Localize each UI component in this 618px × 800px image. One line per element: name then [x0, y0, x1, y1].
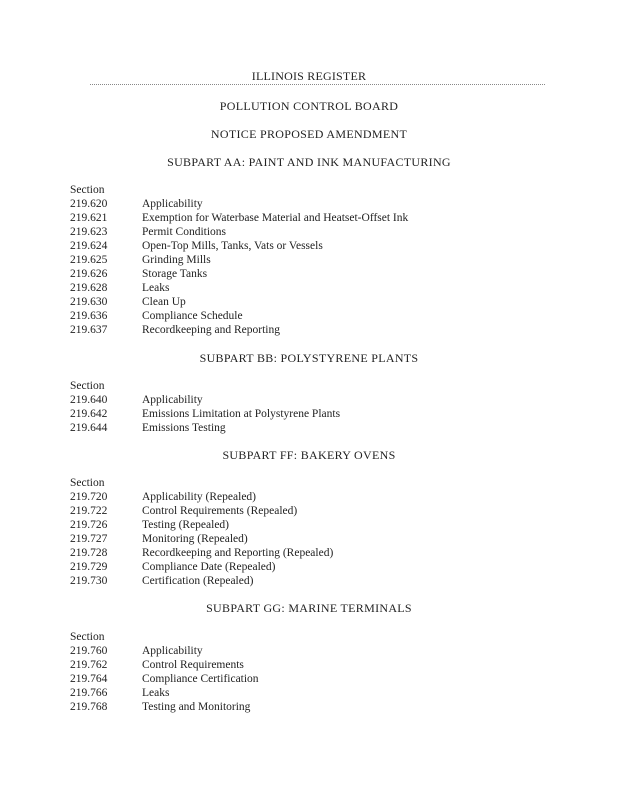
section-number: 219.623	[70, 226, 108, 238]
section-title: Applicability	[142, 198, 203, 210]
section-number: 219.766	[70, 687, 108, 699]
section-title: Monitoring (Repealed)	[142, 533, 248, 545]
section-title: Testing and Monitoring	[142, 701, 251, 713]
section-row	[70, 421, 340, 435]
section-number: 219.762	[70, 659, 108, 671]
section-title: Compliance Date (Repealed)	[142, 561, 276, 573]
section-title: Compliance Certification	[142, 673, 259, 685]
section-label: Section	[70, 380, 105, 392]
section-number: 219.729	[70, 561, 108, 573]
section-number: 219.620	[70, 198, 108, 210]
subpart-aa-section-list	[70, 197, 408, 337]
section-number: 219.720	[70, 491, 108, 503]
section-title: Recordkeeping and Reporting	[142, 324, 280, 336]
section-row	[70, 644, 259, 658]
section-row	[70, 574, 333, 588]
section-number: 219.764	[70, 673, 108, 685]
section-number: 219.760	[70, 645, 108, 657]
subpart-bb-heading: SUBPART BB: POLYSTYRENE PLANTS	[199, 351, 419, 365]
subpart-bb-section-list	[70, 393, 340, 435]
section-number: 219.726	[70, 519, 108, 531]
section-row	[70, 686, 259, 700]
section-number: 219.730	[70, 575, 108, 587]
section-title: Applicability	[142, 394, 203, 406]
header-rule	[90, 84, 545, 85]
section-title: Storage Tanks	[142, 268, 208, 280]
section-row	[70, 323, 408, 337]
section-number: 219.728	[70, 547, 108, 559]
section-number: 219.637	[70, 324, 108, 336]
section-row	[70, 407, 340, 421]
section-row	[70, 309, 408, 323]
section-title: Leaks	[142, 687, 170, 699]
section-row	[70, 239, 408, 253]
section-row	[70, 700, 259, 714]
subpart-aa-heading: SUBPART AA: PAINT AND INK MANUFACTURING	[167, 155, 451, 169]
section-row	[70, 393, 340, 407]
section-title: Exemption for Waterbase Material and Heatset-Offset Ink	[142, 212, 409, 224]
section-title: Clean Up	[142, 296, 186, 308]
section-title: Leaks	[142, 282, 170, 294]
section-row	[70, 560, 333, 574]
section-number: 219.621	[70, 212, 108, 224]
section-number: 219.626	[70, 268, 108, 280]
section-row	[70, 295, 408, 309]
section-number: 219.628	[70, 282, 108, 294]
section-title: Compliance Schedule	[142, 310, 243, 322]
section-number: 219.625	[70, 254, 108, 266]
section-label: Section	[70, 631, 105, 643]
section-title: Control Requirements (Repealed)	[142, 505, 298, 517]
section-number: 219.624	[70, 240, 108, 252]
section-number: 219.642	[70, 408, 108, 420]
section-title: Open-Top Mills, Tanks, Vats or Vessels	[142, 240, 323, 252]
section-row	[70, 518, 333, 532]
section-row	[70, 490, 333, 504]
section-row	[70, 672, 259, 686]
section-number: 219.636	[70, 310, 108, 322]
notice-title: NOTICE PROPOSED AMENDMENT	[210, 127, 408, 141]
section-row	[70, 211, 408, 225]
section-row	[70, 253, 408, 267]
section-row	[70, 546, 333, 560]
section-title: Recordkeeping and Reporting (Repealed)	[142, 547, 334, 559]
section-row	[70, 532, 333, 546]
section-label: Section	[70, 184, 105, 196]
section-number: 219.722	[70, 505, 108, 517]
section-title: Control Requirements	[142, 659, 244, 671]
section-number: 219.768	[70, 701, 108, 713]
agency-name: POLLUTION CONTROL BOARD	[219, 99, 399, 113]
section-title: Emissions Testing	[142, 422, 226, 434]
section-title: Applicability	[142, 645, 203, 657]
subpart-gg-section-list	[70, 644, 259, 714]
section-number: 219.727	[70, 533, 108, 545]
section-title: Applicability (Repealed)	[142, 491, 257, 503]
section-title: Testing (Repealed)	[142, 519, 230, 531]
subpart-gg-heading: SUBPART GG: MARINE TERMINALS	[206, 601, 412, 615]
section-row	[70, 281, 408, 295]
subpart-ff-section-list	[70, 490, 333, 588]
section-title: Permit Conditions	[142, 226, 227, 238]
section-row	[70, 267, 408, 281]
section-row	[70, 504, 333, 518]
section-title: Grinding Mills	[142, 254, 211, 266]
section-row	[70, 197, 408, 211]
register-title: ILLINOIS REGISTER	[251, 69, 367, 83]
section-number: 219.630	[70, 296, 108, 308]
subpart-ff-heading: SUBPART FF: BAKERY OVENS	[222, 448, 396, 462]
section-number: 219.644	[70, 422, 108, 434]
section-number: 219.640	[70, 394, 108, 406]
section-title: Certification (Repealed)	[142, 575, 254, 587]
section-title: Emissions Limitation at Polystyrene Plants	[142, 408, 341, 420]
section-label: Section	[70, 477, 105, 489]
section-row	[70, 225, 408, 239]
section-row	[70, 658, 259, 672]
